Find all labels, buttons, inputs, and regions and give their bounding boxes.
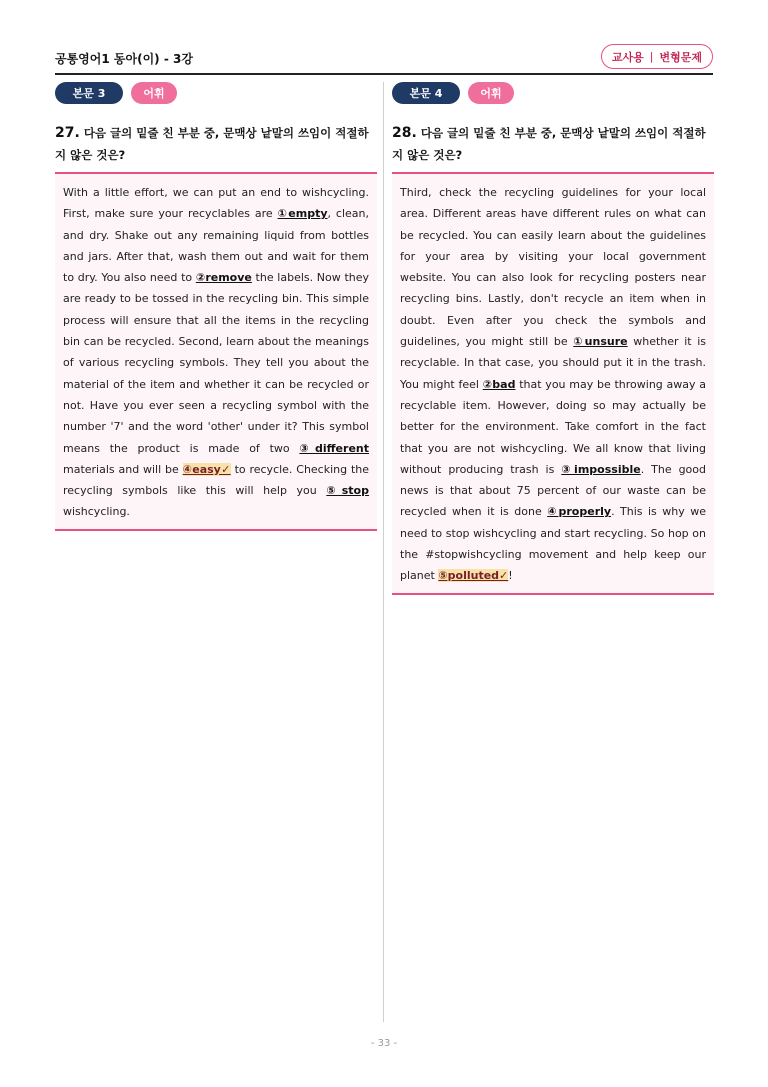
question-text: 다음 글의 밑줄 친 부분 중, 문맥상 낱말의 쓰임이 적절하지 않은 것은?: [55, 126, 369, 162]
left-column: [55, 82, 377, 531]
right-pills: [392, 82, 714, 104]
passage-text: . This is why we need to stop wishcycling and start recycling. So hop on the #stopwishcycling movement and help keep our planet: [400, 505, 706, 583]
underlined-choice-2: ②bad: [482, 377, 516, 391]
badge-teacher-label: 교사용: [611, 50, 644, 64]
passage-text: , clean, and dry. Shake out any remaining liquid from bottles and jars. After that, wash them out and wait for them to dry. You also need to: [63, 207, 369, 285]
section-pill: 본문 4: [392, 82, 460, 104]
passage-text: With a little effort, we can put an end to wishcycling. First, make sure your recyclables are: [63, 186, 369, 221]
teacher-badge: [601, 44, 713, 69]
passage-text: the labels. Now they are ready to be tossed in the recycling bin. This simple process will ensure that all the items in the recycling bin can be recycled. Second, learn about the meanings of various recycling symbols. They tell you about the material of the item and whether it can be recycled or not. Have you ever seen a recycling symbol with the number '7' and the word 'other' under it? This symbol means the product is made of two: [63, 271, 369, 455]
question-text: 다음 글의 밑줄 친 부분 중, 문맥상 낱말의 쓰임이 적절하지 않은 것은?: [392, 126, 706, 162]
question-27: [55, 122, 377, 166]
question-28: [392, 122, 714, 166]
underlined-choice-1: ①unsure: [573, 335, 628, 349]
left-pills: [55, 82, 377, 104]
passage-text: materials and will be: [63, 462, 183, 476]
underlined-choice-4: ④properly: [547, 505, 612, 519]
section-pill: 본문 3: [55, 82, 123, 104]
question-number: 28.: [392, 125, 417, 141]
passage-bottom-rule: [392, 593, 714, 595]
question-number: 27.: [55, 125, 80, 141]
page-number: - 33 -: [370, 1038, 398, 1049]
passage-text: !: [508, 569, 513, 583]
answer-choice-5: ⑤polluted✓: [438, 569, 509, 583]
badge-separator: |: [649, 50, 654, 63]
passage-text: that you may be throwing away a recyclable item. However, doing so may actually be better for the environment. Take comfort in the fact that you are not wishcycling. We all know that living without producing trash is: [400, 377, 707, 476]
passage-box: [392, 174, 714, 593]
underlined-choice-5: ⑤stop: [326, 484, 369, 498]
passage-bottom-rule: [55, 529, 377, 531]
passage-box: [55, 174, 377, 529]
underlined-choice-3: ③different: [299, 441, 369, 455]
passage-text: whether it is recyclable. In that case, you should put it in the trash. You might feel: [400, 335, 706, 391]
document-title: 공통영어1 동아(이) - 3강: [55, 52, 193, 66]
underlined-choice-3: ③impossible: [561, 462, 641, 476]
right-column: [392, 82, 714, 595]
passage-text: Third, check the recycling guidelines for your local area. Different areas have different rules on what can be recycled. You can easily learn about the guidelines for your area by visiting your local government website. You can also look for recycling posters near recycling bins. Lastly, don't recycle an item when in doubt. Even after you check the symbols and guidelines, you might still be: [400, 186, 706, 349]
underlined-choice-1: ①empty: [277, 207, 328, 221]
type-pill: 어휘: [468, 82, 514, 104]
passage-text: wishcycling.: [63, 505, 130, 519]
underlined-choice-2: ②remove: [195, 271, 252, 285]
passage-text: to recycle. Checking the recycling symbols like this will help you: [63, 462, 370, 498]
header-rule: [55, 73, 713, 75]
type-pill: 어휘: [131, 82, 177, 104]
badge-type-label: 변형문제: [659, 50, 702, 64]
page-header: [55, 44, 713, 74]
passage-text: . The good news is that about 75 percent of our waste can be recycled when it is done: [400, 462, 707, 519]
answer-choice-4: ④easy✓: [182, 462, 231, 476]
column-divider: [383, 82, 384, 1022]
